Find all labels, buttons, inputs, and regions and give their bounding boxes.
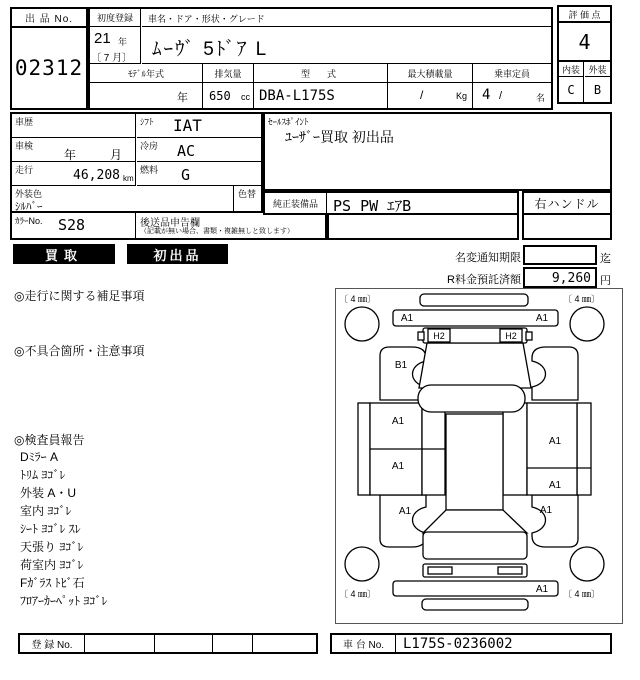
capacity-unit: 名: [535, 93, 545, 103]
color-no-value: S28: [58, 216, 86, 234]
deposit-unit: 円: [600, 275, 611, 287]
sales-point-value: ﾕｰｻﾞｰ買取 初出品: [285, 129, 394, 145]
tail-light-right: [498, 567, 522, 574]
tire-rear-right: [570, 547, 604, 581]
damage-diagram-svg: [335, 288, 623, 624]
registration-no-cell: [214, 635, 253, 652]
rear-panel: [423, 532, 527, 559]
inspector-item: 外装 A・U: [20, 486, 77, 500]
mark-left-rear-door: A1: [391, 461, 405, 472]
car-name-label: 車名・ドア・形状・グレード: [142, 9, 551, 27]
shift-cell: [137, 114, 261, 138]
capacity-label: 乗車定員: [473, 64, 551, 83]
lot-number-value: 02312: [14, 56, 84, 80]
equipment-label: 純正装備品: [265, 193, 327, 213]
tread-label-rear-left: 〔 4 ㎜〕: [339, 589, 377, 599]
grade-value: 4: [559, 23, 610, 62]
rear-bumper: [393, 581, 558, 596]
history-label: 車歴: [15, 117, 34, 127]
color-change-cell: [235, 186, 261, 211]
mark-left-front-fender: B1: [394, 360, 408, 371]
right-window-column: [503, 403, 527, 495]
name-change-unit: 迄: [600, 253, 611, 265]
displacement-label: 排気量: [203, 64, 254, 83]
fuel-value: G: [181, 166, 191, 184]
inspector-item: ｼｰﾄ ﾖｺﾞﾚ ｽﾚ: [20, 522, 81, 536]
later-items-note: （記載が無い場合、書類・複雑無しと致します）: [140, 228, 294, 235]
headlight-tab-right: [526, 332, 532, 340]
name-change-box: [523, 245, 597, 265]
tread-label-rear-right: 〔 4 ㎜〕: [563, 589, 601, 599]
inspector-item: 天張り ﾖｺﾞﾚ: [20, 540, 84, 554]
max-load-cell: [388, 83, 473, 108]
max-load-unit: Kg: [455, 91, 467, 101]
shift-value: IAT: [173, 116, 202, 135]
fuel-label: 燃料: [140, 165, 159, 175]
aircon-value: AC: [177, 142, 196, 160]
inspection-cell: [12, 138, 136, 162]
exterior-label: 外装: [585, 62, 610, 77]
lot-number-box: [10, 7, 88, 110]
mark-left-quarter: A1: [398, 506, 412, 517]
registration-no-label: 登 録 No.: [20, 635, 85, 652]
mark-headlight-right: H2: [505, 331, 517, 341]
history-cell: [12, 114, 136, 138]
model-year-unit: 年: [177, 92, 188, 104]
vehicle-header-grid: [88, 7, 553, 110]
aircon-cell: [137, 138, 261, 162]
damage-diagram: [335, 288, 623, 624]
registration-no-cell: [156, 635, 213, 652]
mileage-value: 46,208: [73, 168, 120, 183]
capacity-slash: /: [499, 90, 503, 102]
mileage-unit: km: [123, 174, 134, 183]
defects-heading: ◎不具合箇所・注意事項: [14, 344, 145, 358]
name-change-label: 名変通知期限: [455, 252, 521, 264]
tread-label-front-right: 〔 4 ㎜〕: [563, 294, 601, 304]
tail-light-left: [428, 567, 452, 574]
handle-empty-cell: [522, 215, 612, 240]
front-bumper-top: [420, 294, 528, 306]
front-bumper: [393, 310, 558, 326]
model-year-label: ﾓﾃﾞﾙ年式: [90, 64, 203, 83]
sales-point-label: ｾｰﾙｽﾎﾟｲﾝﾄ: [268, 117, 309, 127]
inspection-month: 月: [110, 148, 123, 162]
sales-point-box: [263, 112, 612, 191]
roof: [446, 414, 503, 510]
headlight-tab-left: [418, 332, 424, 340]
inspector-item: ﾌﾛｱｰｶｰﾍﾟｯﾄ ﾖｺﾞﾚ: [20, 594, 108, 608]
interior-grade: C: [559, 77, 584, 102]
inspector-item: ﾄﾘﾑ ﾖｺﾞﾚ: [20, 468, 66, 482]
exterior-color-value: ｼﾙﾊﾞｰ: [15, 201, 43, 213]
color-no-label: ｶﾗｰNo.: [15, 216, 43, 226]
first-reg-year: 21: [94, 30, 111, 47]
chassis-no-label: 車 台 No.: [332, 635, 396, 652]
model-year-cell: [90, 83, 203, 108]
displacement-cell: [203, 83, 254, 108]
badge-hatsushuppin: 初出品: [127, 244, 228, 264]
first-reg-cell: [90, 27, 141, 64]
hood: [419, 343, 531, 388]
first-reg-label: 初度登録: [90, 9, 141, 27]
fuel-cell: [137, 162, 261, 186]
equipment-empty-cell: [327, 215, 519, 240]
first-reg-year-unit: 年: [118, 37, 128, 47]
mark-front-bumper-left: A1: [400, 313, 414, 324]
registration-no-row: [18, 633, 318, 654]
later-items-cell: [137, 213, 325, 238]
displacement-unit: cc: [241, 92, 250, 102]
color-no-cell: [12, 213, 136, 238]
exterior-color-label: 外装色: [15, 189, 43, 199]
mark-rear-bumper: A1: [535, 584, 549, 595]
max-load-label: 最大積載量: [388, 64, 473, 83]
inspector-item: 室内 ﾖｺﾞﾚ: [20, 504, 72, 518]
equipment-value: PS PW ｴｱB: [333, 197, 412, 215]
inspector-heading: ◎検査員報告: [14, 433, 85, 447]
inspector-item: Fｶﾞﾗｽ ﾄﾋﾞ石: [20, 576, 85, 590]
grade-box: [557, 5, 612, 104]
deposit-box: [523, 267, 597, 288]
right-rocker: [577, 403, 591, 495]
left-rocker: [358, 403, 370, 495]
chassis-no-value: L175S-0236002: [403, 636, 513, 652]
capacity-cell: [473, 83, 551, 108]
mileage-label: 走行: [15, 165, 34, 175]
tire-front-left: [345, 307, 379, 341]
displacement-value: 650: [209, 89, 231, 103]
inspection-year: 年: [64, 148, 77, 162]
capacity-value: 4: [482, 87, 491, 103]
mark-front-bumper-right: A1: [535, 313, 549, 324]
handle-cell: 右ハンドル: [522, 191, 612, 215]
later-items-label: 後送品申告欄: [140, 218, 200, 229]
equipment-row: [263, 191, 519, 215]
deposit-value: 9,260: [551, 271, 591, 286]
deposit-label: R料金預託済額: [447, 274, 521, 286]
color-change-label: 色替: [238, 189, 257, 199]
first-reg-month: 〔 7 月〕: [91, 53, 133, 64]
mark-left-front-door: A1: [391, 416, 405, 427]
exterior-grade: B: [593, 82, 602, 97]
interior-label: 内装: [559, 62, 584, 77]
registration-no-cell: [86, 635, 155, 652]
registration-no-cell: [254, 635, 316, 652]
chassis-no-row: [330, 633, 612, 654]
windshield: [418, 385, 525, 412]
model-code-label: 型 式: [254, 64, 388, 83]
shift-label: ｼﾌﾄ: [140, 117, 154, 127]
mileage-cell: [12, 162, 136, 186]
tread-label-front-left: 〔 4 ㎜〕: [339, 294, 377, 304]
badge-kaitori: 買取: [13, 244, 115, 264]
max-load-value: /: [420, 88, 424, 102]
inspector-item: 荷室内 ﾖｺﾞﾚ: [20, 558, 84, 572]
mark-right-rear-door: A1: [548, 480, 562, 491]
grade-label: 評 価 点: [559, 7, 610, 23]
car-name-value: ﾑｰｳﾞ 5ﾄﾞｱ L: [142, 27, 551, 64]
mark-headlight-left: H2: [433, 331, 445, 341]
mileage-notes-heading: ◎走行に関する補足事項: [14, 289, 145, 303]
mark-right-quarter: A1: [539, 505, 553, 516]
rear-bumper-bottom: [422, 599, 528, 610]
color-no-row: [10, 213, 327, 240]
model-code-value: DBA-L175S: [254, 83, 388, 108]
lot-number-label: 出 品 No.: [12, 9, 86, 28]
tire-rear-left: [345, 547, 379, 581]
inspector-item: Dﾐﾗｰ A: [20, 450, 59, 464]
tire-front-right: [570, 307, 604, 341]
inspector-report-list: [20, 448, 320, 610]
mark-right-front-door: A1: [548, 436, 562, 447]
aircon-label: 冷房: [140, 141, 159, 151]
details-grid: [10, 112, 263, 213]
inspection-label: 車検: [15, 141, 34, 151]
exterior-color-cell: [12, 186, 234, 211]
